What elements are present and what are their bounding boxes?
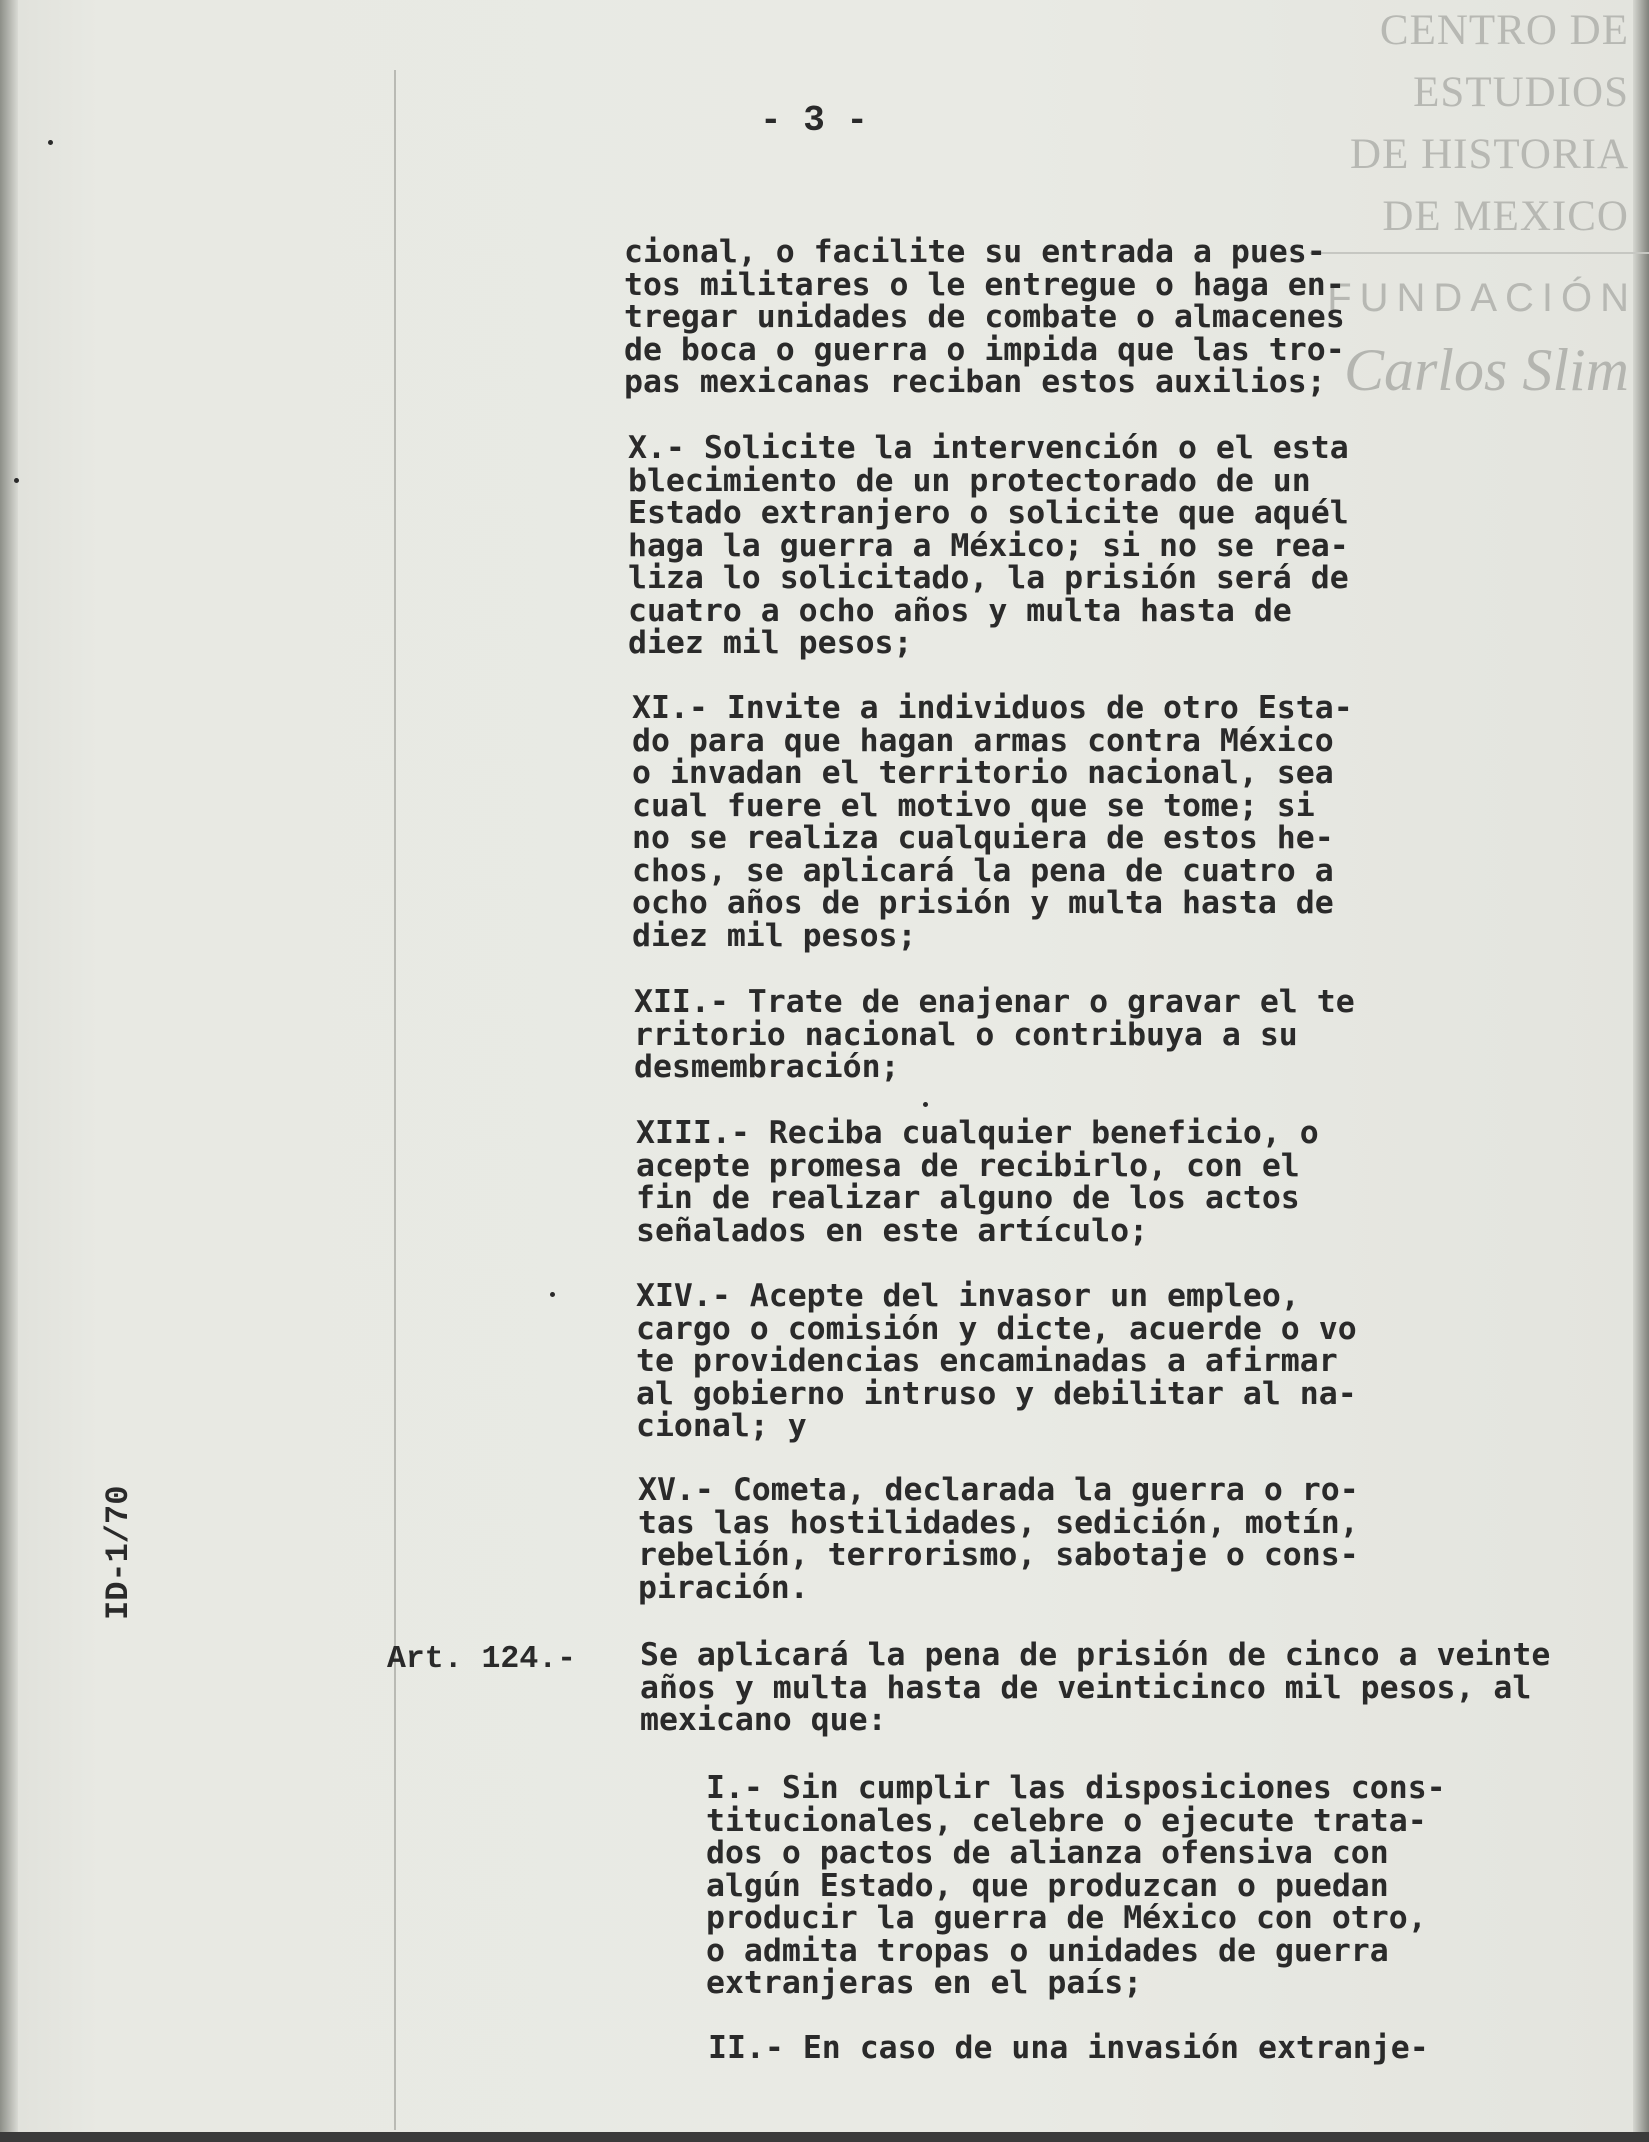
margin-rule [394,70,396,2130]
paragraph-fraction-xi: XI.- Invite a individuos de otro Esta- do para que hagan armas contra México o invadan el territorio nacional, sea cual fuere el motivo que se tome; si no se realiza cualquiera de estos he- chos, se aplicará la pena de cuatro a ocho años de prisión y multa hasta de diez mil pesos; [632,690,1353,954]
watermark-line: ESTUDIOS [1413,69,1629,116]
paper-speck [923,1102,928,1107]
paragraph-fraction-xv: XV.- Cometa, declarada la guerra o ro- tas las hostilidades, sedición, motín, rebelión, terrorismo, sabotaje o cons- piración. [638,1472,1359,1606]
archive-watermark [1310,6,1649,406]
paper-speck [14,478,19,483]
page-left-edge [0,0,18,2142]
paragraph-fraction-xiv: XIV.- Acepte del invasor un empleo, cargo o comisión y dicte, acuerde o vo te providencias encaminadas a afirmar al gobierno intruso y debilitar al na- cional; y [636,1278,1357,1444]
page-bottom-edge [0,2132,1649,2142]
paragraph-fraction-xii: XII.- Trate de enajenar o gravar el te rritorio nacional o contribuya a su desmembración; [634,984,1355,1085]
watermark-signature: Carlos Slim [1343,337,1629,403]
article-intro: Se aplicará la pena de prisión de cinco a veinte años y multa hasta de veinticinco mil pesos, al mexicano que: [640,1637,1551,1738]
paper-speck [48,140,53,145]
article-label: Art. 124.- [387,1642,577,1677]
page-number: - 3 - [760,100,869,141]
article-item-ii: II.- En caso de una invasión extranje- [708,2030,1429,2066]
paragraph-continuation: cional, o facilite su entrada a pues- tos militares o le entregue o haga en- tregar unidades de combate o almacenes de boca o guerra o impida que las tro- pas mexicanas reciban estos auxilios; [624,234,1345,400]
watermark-line: CENTRO DE [1379,7,1629,54]
watermark-line: DE MEXICO [1382,193,1629,240]
watermark-rule [1310,252,1649,254]
paragraph-fraction-x: X.- Solicite la intervención o el esta blecimiento de un protectorado de un Estado extranjero o solicite que aquél haga la guerra a México; si no se rea- liza lo solicitado, la prisión será de cuatro a ocho años y multa hasta de diez mil pesos; [628,430,1349,661]
watermark-fundacion: FUNDACIÓN [1327,276,1637,320]
paper-speck [550,1292,555,1297]
article-item-i: I.- Sin cumplir las disposiciones cons- titucionales, celebre o ejecute trata- dos o pactos de alianza ofensiva con algún Estado, que produzcan o puedan producir la guerra de México con otro, o admita tropas o unidades de guerra extranjeras en el país; [706,1770,1446,2001]
paragraph-fraction-xiii: XIII.- Reciba cualquier beneficio, o acepte promesa de recibirlo, con el fin de realizar alguno de los actos señalados en este artículo; [636,1115,1319,1249]
document-code: ID-1/70 [100,1485,137,1620]
watermark-line: DE HISTORIA [1350,131,1629,178]
